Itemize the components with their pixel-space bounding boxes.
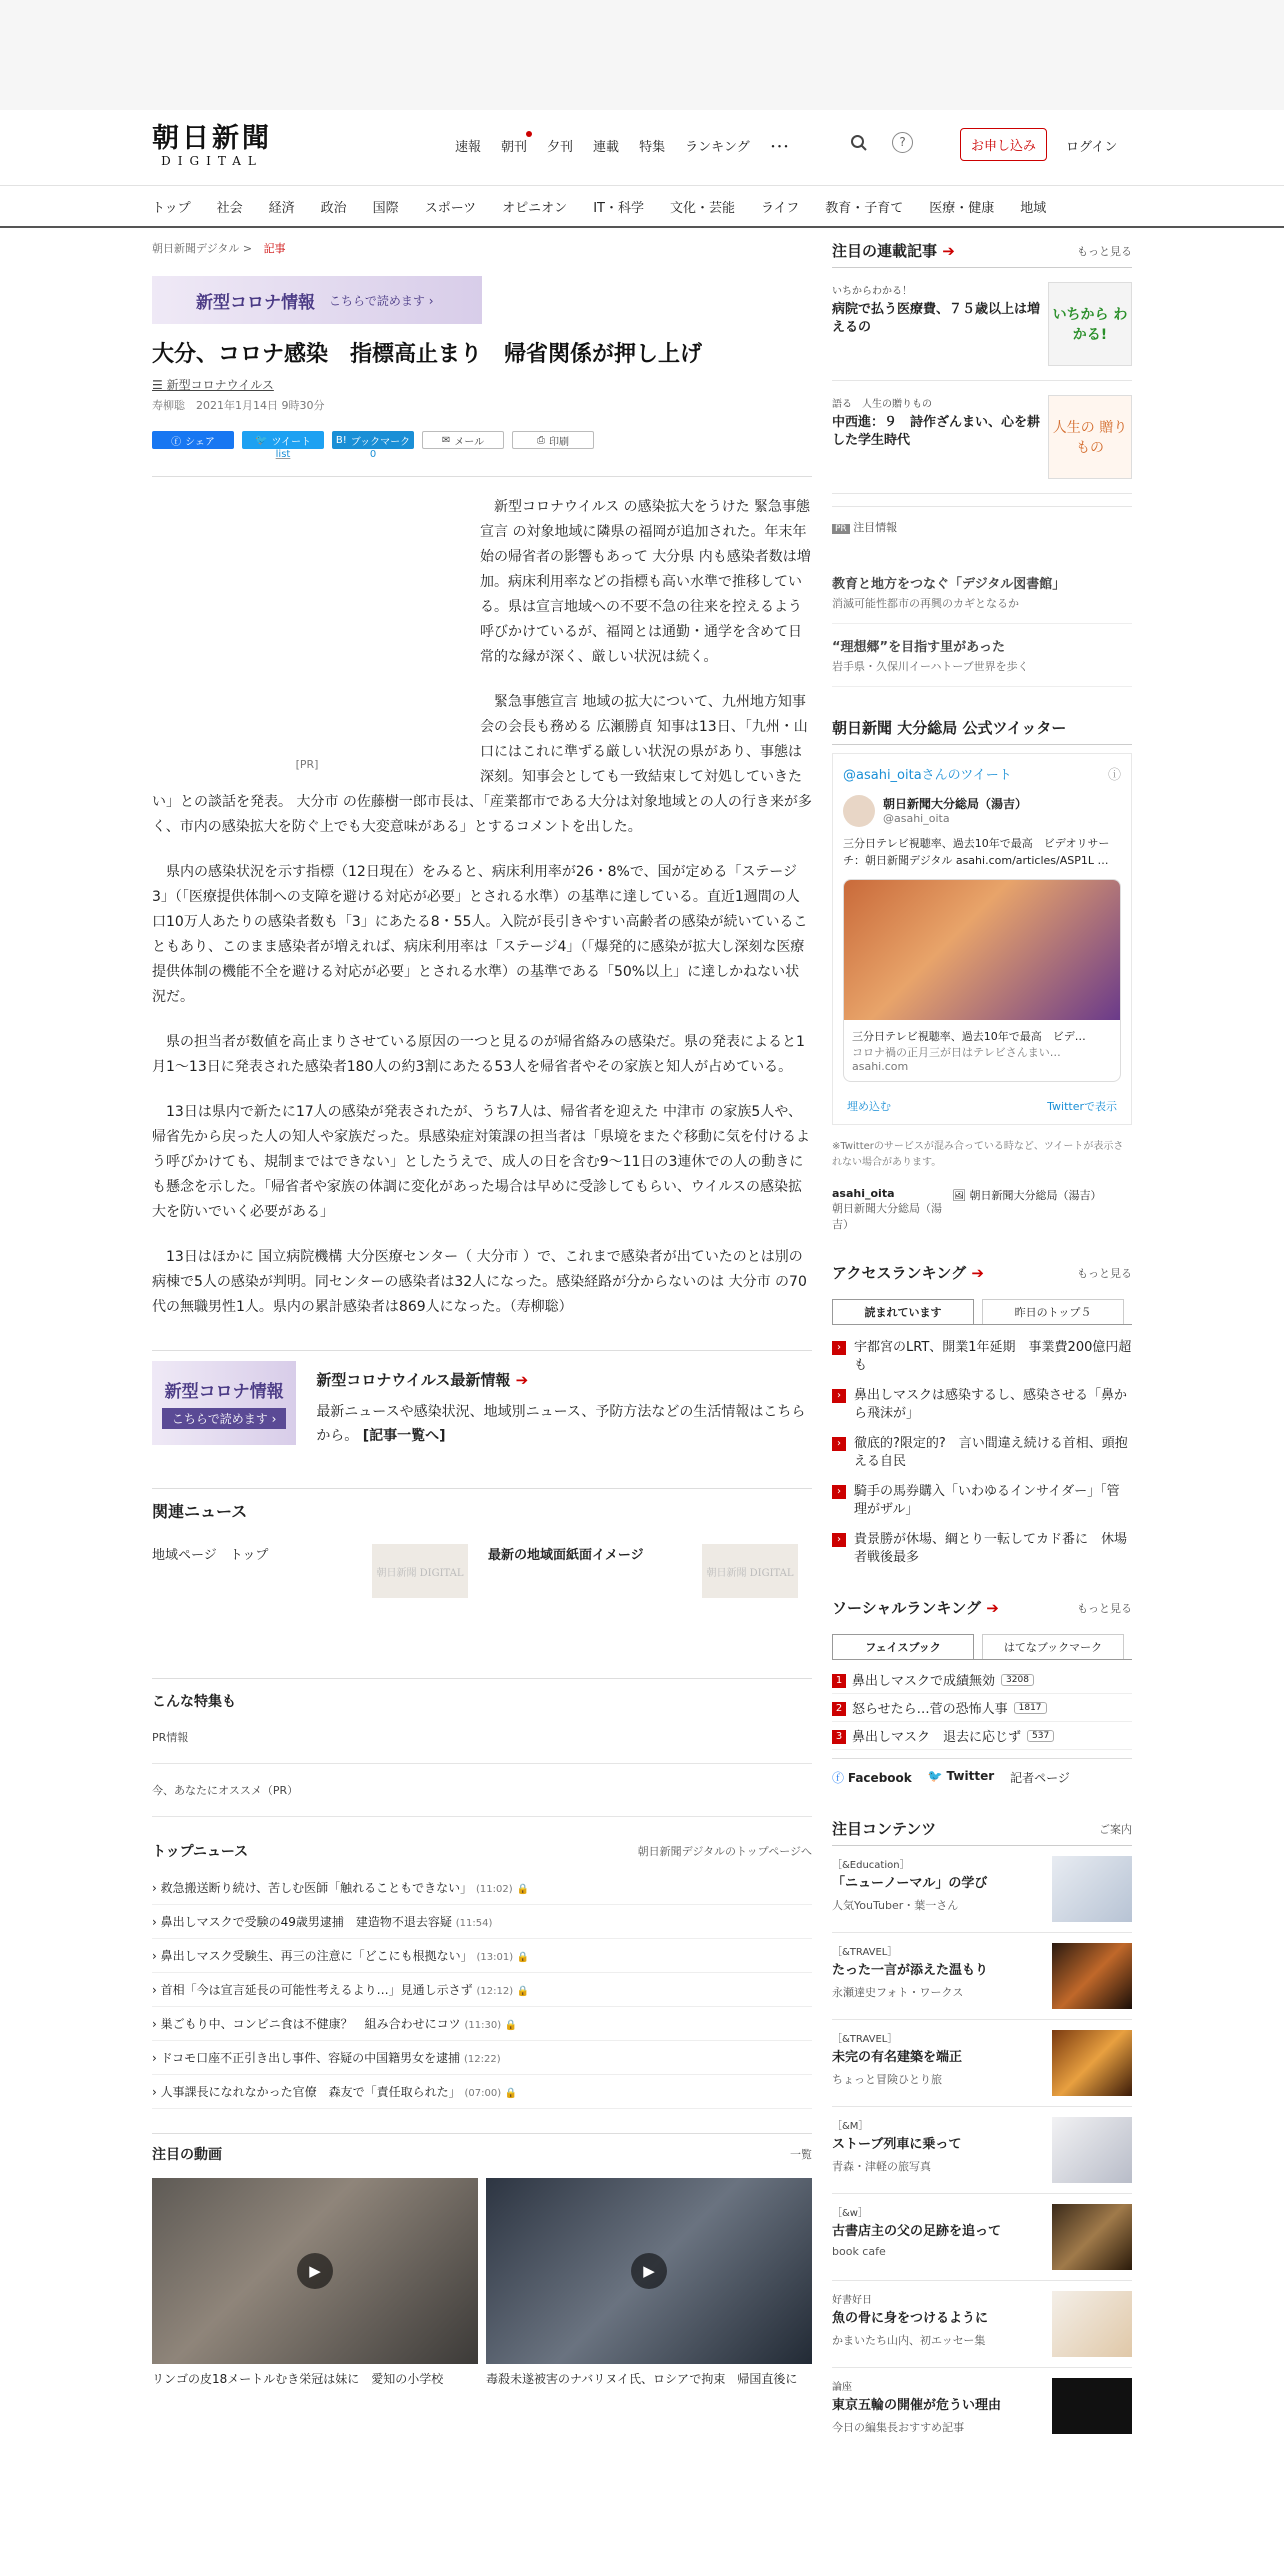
share-count: 3208 — [1001, 1674, 1034, 1686]
content-title: 魚の骨に身をつけるように — [832, 2311, 989, 2326]
logo-sub: DIGITAL — [161, 154, 263, 168]
facebook-label: Facebook — [847, 1771, 912, 1785]
arrow-right-icon: ➔ — [515, 1371, 529, 1389]
footer-name: 朝日新聞大分総局（湯吉） — [832, 1202, 942, 1231]
breadcrumb-current: 記事 — [263, 242, 286, 255]
series-thumb: いちから わかる! — [1048, 282, 1132, 366]
article-paragraph: 13日はほかに 国立病院機構 大分医療センター（ 大分市 ）で、これまで感染者が出ていたのとは別の病棟で5人の感染が判明。同センターの感染者は32人になった。感染経路が分からないのは 大分市 の70代の無職男性1人。県内の累計感染者は869人になった。（寿柳聡） — [152, 1249, 807, 1315]
cat-item[interactable]: スポーツ — [424, 200, 477, 216]
content-card[interactable] — [832, 2194, 1132, 2281]
content-label: 論座 — [832, 2382, 852, 2393]
videos-list-link[interactable]: 一覧 — [790, 2148, 812, 2161]
lock-icon: 🔒 — [504, 2020, 518, 2031]
news-time: (07:00) — [464, 2088, 502, 2099]
social-item[interactable] — [832, 1722, 1132, 1750]
twitter-count[interactable]: list — [275, 449, 291, 460]
content-title: ストーブ列車に乗って — [832, 2137, 962, 2152]
video-thumbnail — [486, 2178, 812, 2364]
corona-list-link[interactable]: [記事一覧へ] — [362, 1428, 446, 1444]
logo-text: 朝日新聞 — [152, 123, 272, 154]
news-item[interactable]: › 人事課長になれなかった官僚 森友で「責任取られた」 (07:00) 🔒 — [152, 2075, 812, 2109]
series-label: 語る 人生の贈りもの — [832, 399, 932, 410]
news-title: 首相「今は宣言延長の可能性考えるより…」見通し示さず — [160, 1983, 473, 1997]
ranking-item[interactable] — [832, 1429, 1132, 1477]
access-more-link[interactable]: もっと見る — [1077, 1266, 1132, 1280]
pr-ad-slot — [152, 495, 462, 785]
fb-label: シェア — [185, 436, 215, 448]
cat-item[interactable]: 教育・子育て — [825, 200, 904, 216]
news-title: ドコモ口座不正引き出し事件、容疑の中国籍男女を逮捕 — [160, 2051, 461, 2065]
cat-item[interactable]: 経済 — [268, 200, 295, 216]
content-author: ちょっと冒険ひとり旅 — [832, 2073, 942, 2086]
pr-desc: 消滅可能性都市の再興のカギとなるか — [832, 597, 1019, 610]
topic-link[interactable]: ☰ 新型コロナウイルス — [152, 378, 274, 392]
social-item-title: 鼻出しマスク 退去に応じず — [852, 1730, 1022, 1745]
cat-item[interactable]: 国際 — [372, 200, 399, 216]
breadcrumb-home[interactable]: 朝日新聞デジタル — [152, 242, 240, 255]
embed-link[interactable]: 埋め込む — [847, 1100, 891, 1113]
twitter-note: ※Twitterのサービスが混み合っている時など、ツイートが表示されない場合があります。 — [832, 1141, 1124, 1168]
profile-image-alt: 朝日新聞大分総局（湯吉） — [969, 1189, 1102, 1202]
card-domain: asahi.com — [852, 1060, 909, 1073]
mail-label: メール — [454, 436, 485, 448]
card-desc: コロナ禍の正月三が日はテレビさんまい… — [852, 1046, 1061, 1059]
content-title: 「ニューノーマル」の学び — [832, 1876, 988, 1891]
cat-item[interactable]: 文化・芸能 — [669, 200, 735, 216]
series-card[interactable] — [832, 268, 1132, 381]
related-thumb[interactable]: 朝日新聞 DIGITAL — [372, 1544, 468, 1598]
main-column — [152, 240, 812, 2388]
help-icon[interactable]: ? — [892, 132, 913, 153]
corona-heading-text: 新型コロナウイルス最新情報 — [316, 1371, 511, 1389]
video-card[interactable] — [486, 2178, 812, 2388]
twitter-link[interactable] — [928, 1769, 994, 1786]
corona-text — [316, 1400, 812, 1448]
rank-marker: › — [832, 1485, 846, 1499]
mail-icon: ✉ — [441, 434, 451, 446]
ranking-title: 徹底的?限定的? 言い間違え続ける首相、頭抱える自民 — [854, 1436, 1128, 1469]
news-title: 鼻出しマスク受験生、再三の注意に「どこにも根拠ない」 — [160, 1949, 473, 1963]
ranking-title: 騎手の馬券購入「いわゆるインサイダー」「管理がザル」 — [854, 1484, 1120, 1517]
social-item-title: 鼻出しマスクで成績無効 — [852, 1674, 996, 1689]
contents-title: 注目コンテンツ — [832, 1820, 937, 1838]
video-caption: リンゴの皮18メートルむき栄冠は妹に 愛知の小学校 — [152, 2372, 444, 2386]
series-card-title: 中西進：９ 詩作ざんまい、心を耕した学生時代 — [832, 415, 1041, 448]
access-ranking — [832, 1262, 1132, 1573]
tweet-text: 三分日テレビ視聴率、過去10年で最高 ビデオリサーチ：朝日新聞デジタル asahi.com/articles/ASP1L … — [843, 837, 1110, 867]
cat-item[interactable]: 社会 — [216, 200, 243, 216]
content-label: ［&TRAVEL］ — [832, 2034, 898, 2045]
related-item[interactable]: 最新の地域面紙面イメージ — [488, 1548, 644, 1563]
nav-ranking[interactable]: ランキング — [685, 140, 750, 155]
profile-image: 🖼 朝日新聞大分総局（湯吉） — [952, 1189, 1102, 1202]
pr-item[interactable] — [832, 561, 1132, 624]
news-item[interactable]: › 救急搬送断り続け、苦しむ医師「触れることもできない」 (11:02) 🔒 — [152, 1871, 812, 1905]
featured-contents — [832, 1818, 1132, 2445]
subscribe-button[interactable]: お申し込み — [960, 128, 1047, 161]
featured-videos — [152, 2133, 812, 2388]
corona-heading[interactable] — [316, 1369, 812, 1390]
social-item-title: 怒らせたら…菅の恐怖人事 — [852, 1702, 1008, 1717]
tab-hatena[interactable]: はてなブックマーク — [982, 1634, 1124, 1659]
content-author: 青森・津軽の旅写真 — [832, 2160, 931, 2173]
series-label: いちからわかる！ — [832, 286, 912, 297]
pr-label: [PR] — [295, 758, 319, 771]
article-paragraph: 新型コロナウイルス の感染拡大をうけた 緊急事態宣言 の対象地域に隣県の福岡が追加された。年末年始の帰省者の影響もあって 大分県 内も感染者数は増加。病床利用率などの指標も高い水準で推移している。県は宣言地域への不要不急の往来を控えるよう呼びかけているが、福岡とは通勤・通学を含めて日常的な縁が深く、厳しい状況は続く。 — [480, 499, 811, 665]
corona-desc: 最新ニュースや感染状況、地域別ニュース、予防方法などの生活情報はこちらから。 — [316, 1404, 806, 1444]
content-author: book cafe — [832, 2245, 886, 2258]
ranking-item[interactable] — [832, 1333, 1132, 1381]
article-paragraph: 緊急事態宣言 地域の拡大について、九州地方知事会の会長も務める 広瀬勝貞 知事は13日、「九州・山口にはこれに準ずる厳しい状況の県があり、事態は深刻。知事会としても一致結束して対処していきたい」との談話を発表。 大分市 の佐藤樹一郎市長は、「産業都市である大分は対象地域との人の行き来が多く、市内の感染拡大を防ぐ上でも大変意味がある」とするコメントを出した。 — [152, 694, 812, 835]
banner-title: 新型コロナ情報 — [196, 292, 315, 313]
series-card-title: 病院で払う医療費、７５歳以上は増えるの — [832, 302, 1041, 335]
top-nav — [455, 136, 789, 155]
footer-handle[interactable]: asahi_oita — [832, 1187, 895, 1200]
breadcrumb: 朝日新聞デジタル > 記事 — [152, 242, 286, 255]
related-item[interactable]: 地域ページ トップ — [152, 1548, 269, 1563]
pr-section — [832, 506, 1132, 687]
news-item[interactable]: › 巣ごもり中、コンビニ食は不健康？ 組み合わせにコツ (11:30) 🔒 — [152, 2007, 812, 2041]
rank-marker: › — [832, 1389, 846, 1403]
pr-item[interactable] — [832, 624, 1132, 687]
content-author: 永瀬達史フォト・ワークス — [832, 1986, 964, 1999]
social-item[interactable] — [832, 1694, 1132, 1722]
news-item[interactable]: › 鼻出しマスクで受験の49歳男逮捕 建造物不退去容疑 (11:54) — [152, 1905, 812, 1939]
content-author: 今日の編集長おすすめ記事 — [832, 2421, 965, 2434]
share-count: 1817 — [1014, 1702, 1047, 1714]
twitter-widget-title: 朝日新聞 大分総局 公式ツイッター — [832, 719, 1067, 737]
ranking-item[interactable] — [832, 1477, 1132, 1525]
article-paragraph: 県内の感染状況を示す指標（12日現在）をみると、病床利用率が26・8%で、国が定める「ステージ3」（「医療提供体制への支障を避ける対応が必要」とされる水準）の基準に達している。直近1週間の人口10万人あたりの感染者数も「3」にあたる8・55人。入院が長引きやすい高齢者の感染が続いていることもあり、このまま感染者が増えれば、病床利用率は「ステージ4」（「爆発的に感染が拡大し深刻な医療提供体制の機能不全を避ける対応が必要」とされる水準）の基準である「50%以上」に達しかねない状況だ。 — [152, 864, 808, 1005]
contents-guide-link[interactable]: ご案内 — [1099, 1822, 1132, 1836]
videos-title: 注目の動画 — [152, 2147, 222, 2163]
arrow-right-icon: ➔ — [971, 1264, 984, 1282]
news-item[interactable]: › 首相「今は宣言延長の可能性考えるより…」見通し示さず (12:12) 🔒 — [152, 1973, 812, 2007]
social-ranking-heading[interactable] — [832, 1597, 999, 1618]
social-ranking — [832, 1597, 1132, 1796]
hatena-count[interactable]: 0 — [369, 449, 377, 460]
cat-item[interactable]: オピニオン — [502, 200, 568, 216]
twitter-label: Twitter — [946, 1769, 995, 1783]
cat-item[interactable]: 地域 — [1020, 200, 1047, 216]
new-dot — [526, 131, 532, 137]
content-card[interactable] — [832, 2020, 1132, 2107]
content-thumb — [1052, 2378, 1132, 2434]
tweet-card-image — [844, 880, 1120, 1020]
news-title: 巣ごもり中、コンビニ食は不健康？ 組み合わせにコツ — [160, 2017, 461, 2031]
banner-sub: こちらで読めます › — [329, 293, 434, 308]
tab-most-read[interactable]: 読まれています — [832, 1299, 974, 1324]
nav-choukan[interactable] — [501, 136, 527, 155]
rank-number: 2 — [832, 1702, 846, 1716]
twitter-share-button[interactable] — [242, 431, 324, 449]
tweet-card[interactable] — [843, 879, 1121, 1082]
series-more-link[interactable]: もっと見る — [1077, 244, 1132, 258]
tab-yesterday-top5[interactable]: 昨日のトップ５ — [982, 1299, 1124, 1324]
content-title: たった一言が添えた温もり — [832, 1963, 989, 1978]
pr-info-row[interactable]: PR情報 — [152, 1711, 812, 1764]
special-features — [152, 1678, 812, 1817]
content-author: かまいたち山内、初エッセー集 — [832, 2334, 986, 2347]
content-thumb — [1052, 2117, 1132, 2183]
corona-info-image[interactable] — [152, 1361, 296, 1445]
news-time: (11:54) — [455, 1918, 493, 1929]
rank-marker: › — [832, 1341, 846, 1355]
special-title: こんな特集も — [152, 1694, 236, 1710]
news-title: 救急搬送断り続け、苦しむ医師「触れることもできない」 — [160, 1881, 473, 1895]
category-nav — [0, 186, 1284, 228]
related-thumb[interactable]: 朝日新聞 DIGITAL — [702, 1544, 798, 1598]
print-label: 印刷 — [549, 436, 569, 448]
lock-icon: 🔒 — [516, 1952, 530, 1963]
arrow-right-icon: ➔ — [942, 242, 955, 260]
nav-more[interactable]: ･･･ — [769, 140, 790, 155]
top-news-title: トップニュース — [152, 1844, 249, 1860]
pr-title: “理想郷”を目指す里があった — [832, 640, 1005, 655]
sidebar — [832, 240, 1132, 2445]
content-label: ［&Education］ — [832, 1860, 910, 1871]
corona-img-title: 新型コロナ情報 — [164, 1382, 284, 1402]
hatena-label: ブックマーク — [350, 436, 411, 448]
arrow-right-icon: ➔ — [986, 1599, 999, 1617]
series-thumb: 人生の 贈りもの — [1048, 395, 1132, 479]
play-icon: ▶ — [297, 2253, 333, 2289]
search-icon[interactable] — [850, 134, 868, 152]
related-title: 関連ニュース — [152, 1502, 248, 1521]
news-time: (13:01) — [476, 1952, 514, 1963]
cat-item[interactable]: 政治 — [320, 200, 347, 216]
article-body — [152, 495, 812, 1320]
video-card[interactable] — [152, 2178, 478, 2388]
timeline-header[interactable]: @asahi_oitaさんのツイート — [843, 768, 1012, 783]
series-heading[interactable] — [832, 240, 955, 261]
tab-facebook[interactable]: フェイスブック — [832, 1634, 974, 1659]
article-paragraph: 県の担当者が数値を高止まりさせている原因の一つと見るのが帰省絡みの感染だ。県の発表によると1月1～13日に発表された感染者180人の約3割にあたる53人を帰省者やその家族と知人が占めている。 — [152, 1034, 805, 1075]
top-news — [152, 1841, 812, 2109]
mail-button[interactable] — [422, 431, 504, 449]
social-item[interactable] — [832, 1666, 1132, 1694]
content-title: 未完の有名建築を端正 — [832, 2050, 963, 2065]
hatena-icon: B! — [335, 434, 347, 446]
series-title: 注目の連載記事 — [832, 242, 938, 260]
ranking-title: 宇都宮のLRT、開業1年延期 事業費200億円超も — [854, 1340, 1132, 1373]
article-title: 大分、コロナ感染 指標高止まり 帰省関係が押し上げ — [152, 342, 703, 367]
ranking-title: 鼻出しマスクは感染するし、感染させる「鼻から飛沫が」 — [854, 1388, 1128, 1421]
content-title: 古書店主の父の足跡を追って — [832, 2224, 1002, 2239]
content-card[interactable] — [832, 2281, 1132, 2368]
content-thumb — [1052, 1856, 1132, 1922]
reporter-page-link[interactable]: 記者ページ — [1010, 1771, 1070, 1785]
top-ad-area — [0, 0, 1284, 110]
news-title: 人事課長になれなかった官僚 森友で「責任取られた」 — [160, 2085, 461, 2099]
article-paragraph: 13日は県内で新たに17人の感染が発表されたが、うち7人は、帰省者を迎えた 中津市 の家族5人や、帰省先から戻った人の知人や家族だった。県感染症対策課の担当者は「県境をまたぐ移動に気を付けるよう呼びかけても、規制まではできない」としたうえで、成人の日を含む9～11日の3連休での人の動きにも懸念を示した。「帰省者や家族の体調に変化があった場合は早めに受診してもらい、ウイルスの感染拡大を防いでいく必要がある」 — [152, 1104, 810, 1220]
social-title: ソーシャルランキング — [832, 1599, 981, 1617]
tweet-handle[interactable]: @asahi_oita — [883, 812, 950, 825]
pr-title: 教育と地方をつなぐ「デジタル図書館」 — [832, 577, 1066, 592]
twitter-bird-icon: 🐦 — [927, 1769, 943, 1783]
social-more-link[interactable]: もっと見る — [1077, 1601, 1132, 1615]
share-bar — [152, 431, 812, 460]
series-card[interactable] — [832, 381, 1132, 494]
corona-img-sub: こちらで読めます › — [162, 1408, 287, 1429]
article-meta: 寿柳聡 2021年1月14日 9時30分 — [152, 399, 325, 412]
site-logo[interactable] — [152, 124, 272, 168]
content-card[interactable] — [832, 2368, 1132, 2445]
news-time: (11:30) — [464, 2020, 502, 2031]
cat-item[interactable]: IT・科学 — [593, 200, 644, 216]
share-count: 537 — [1027, 1730, 1054, 1742]
facebook-icon: ⓕ — [832, 1771, 845, 1785]
content-card[interactable] — [832, 2107, 1132, 2194]
content-card[interactable] — [832, 1846, 1132, 1933]
ranking-item[interactable] — [832, 1525, 1132, 1573]
content-label: ［&TRAVEL］ — [832, 1947, 898, 1958]
facebook-icon: ⓕ — [171, 436, 182, 448]
facebook-link[interactable] — [832, 1769, 912, 1786]
info-icon[interactable]: ⓘ — [1107, 768, 1121, 783]
avatar[interactable] — [843, 795, 875, 827]
pr-section-label: 注目情報 — [853, 521, 898, 534]
site-header — [0, 110, 1284, 186]
pr-badge: PR — [832, 524, 850, 534]
topic-label: 新型コロナウイルス — [166, 378, 274, 392]
tweet-user[interactable]: 朝日新聞大分総局（湯吉） — [883, 797, 1028, 811]
access-title: アクセスランキング — [832, 1264, 967, 1282]
content-label: ［&w］ — [832, 2208, 868, 2219]
ranking-title: 貴景勝が休場、綱とり一転してカド番に 休場者戦後最多 — [854, 1532, 1128, 1565]
content-thumb — [1052, 2291, 1132, 2357]
content-thumb — [1052, 1943, 1132, 2009]
print-button[interactable] — [512, 431, 594, 449]
nav-choukan-label: 朝刊 — [501, 140, 528, 155]
video-thumbnail — [152, 2178, 478, 2364]
hatena-bookmark-button[interactable] — [332, 431, 414, 449]
card-title: 三分日テレビ視聴率、過去10年で最高 ビデ… — [852, 1030, 1086, 1043]
twitter-widget — [832, 717, 1132, 1232]
nav-tokushu[interactable]: 特集 — [639, 140, 666, 155]
nav-sokuho[interactable]: 速報 — [455, 140, 482, 155]
rank-number: 1 — [832, 1674, 846, 1688]
access-ranking-heading[interactable] — [832, 1262, 984, 1283]
login-link[interactable]: ログイン — [1066, 140, 1118, 155]
rank-number: 3 — [832, 1730, 846, 1744]
content-thumb — [1052, 2030, 1132, 2096]
cat-item[interactable]: トップ — [152, 200, 191, 216]
twitter-timeline — [832, 753, 1132, 1125]
news-item[interactable]: › 鼻出しマスク受験生、再三の注意に「どこにも根拠ない」 (13:01) 🔒 — [152, 1939, 812, 1973]
recommend-row[interactable]: 今、あなたにオススメ（PR） — [152, 1764, 812, 1817]
twitter-bird-icon: 🐦 — [255, 434, 268, 446]
tw-label: ツイート — [271, 436, 311, 448]
ranking-item[interactable] — [832, 1381, 1132, 1429]
pr-desc: 岩手県・久保川イーハトーブ世界を歩く — [832, 660, 1029, 673]
rank-marker: › — [832, 1533, 846, 1547]
play-icon: ▶ — [631, 2253, 667, 2289]
print-icon: ⎙ — [537, 434, 545, 446]
content-author: 人気YouTuber・葉一さん — [832, 1899, 959, 1912]
corona-banner[interactable] — [152, 276, 482, 324]
news-time: (11:02) — [475, 1884, 513, 1895]
news-item[interactable]: › ドコモ口座不正引き出し事件、容疑の中国籍男女を逮捕 (12:22) — [152, 2041, 812, 2075]
cat-item[interactable]: ライフ — [760, 200, 800, 216]
news-time: (12:22) — [463, 2054, 501, 2065]
content-thumb — [1052, 2204, 1132, 2270]
lock-icon: 🔒 — [516, 1884, 529, 1895]
content-label: ［&M］ — [832, 2121, 869, 2132]
corona-info-box — [152, 1350, 812, 1448]
nav-yukan[interactable]: 夕刊 — [547, 140, 574, 155]
content-title: 東京五輪の開催が危うい理由 — [832, 2398, 1002, 2413]
facebook-share-button[interactable] — [152, 431, 234, 449]
video-caption: 毒殺未遂被害のナバリヌイ氏、ロシアで拘束 帰国直後に — [486, 2372, 798, 2386]
top-page-link[interactable]: 朝日新聞デジタルのトップページへ — [637, 1845, 812, 1858]
lock-icon: 🔒 — [504, 2088, 518, 2099]
news-time: (12:12) — [476, 1986, 514, 1997]
content-label: 好書好日 — [832, 2295, 872, 2306]
rank-marker: › — [832, 1437, 846, 1451]
nav-rensai[interactable]: 連載 — [593, 140, 620, 155]
related-news — [152, 1488, 812, 1598]
news-title: 鼻出しマスクで受験の49歳男逮捕 建造物不退去容疑 — [160, 1915, 452, 1929]
cat-item[interactable]: 医療・健康 — [929, 200, 995, 216]
view-on-twitter-link[interactable]: Twitterで表示 — [1047, 1100, 1117, 1113]
lock-icon: 🔒 — [516, 1986, 530, 1997]
content-card[interactable] — [832, 1933, 1132, 2020]
divider — [152, 476, 812, 477]
